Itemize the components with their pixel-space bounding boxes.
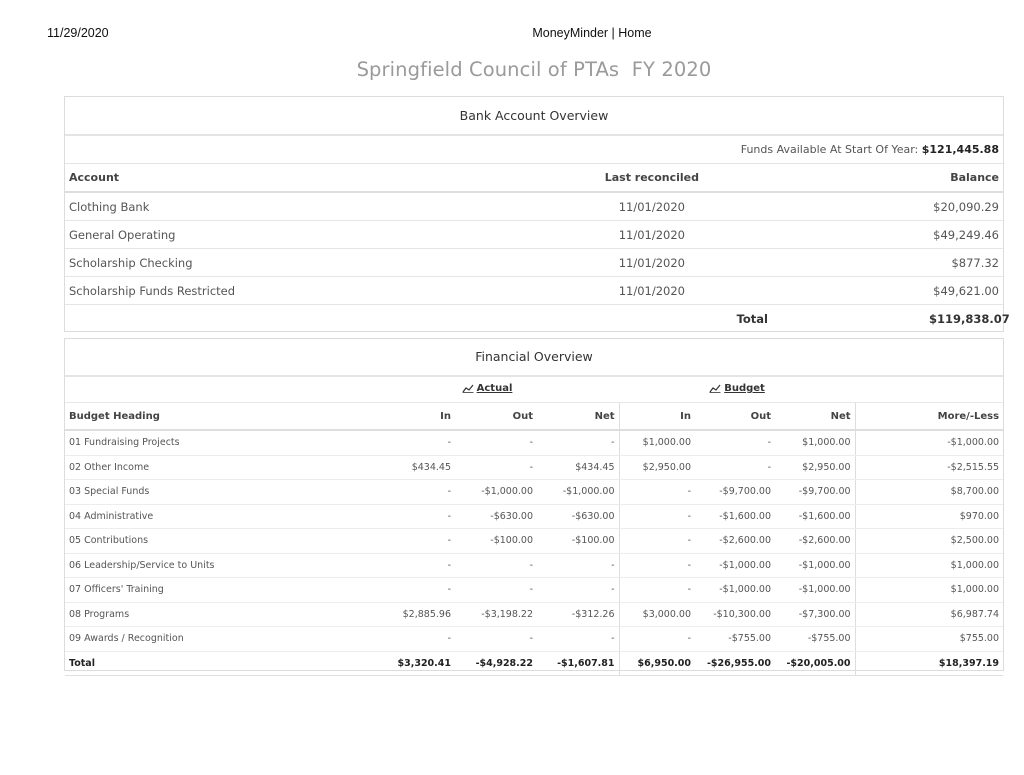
account-name: Clothing Bank (65, 192, 535, 221)
account-balance: $49,621.00 (925, 277, 1003, 305)
more-less-cell: $1,000.00 (855, 553, 1003, 578)
col-actual-net[interactable]: Net (537, 403, 619, 431)
actual-out-cell: -$3,198.22 (455, 602, 537, 627)
budget-out-cell: -$1,000.00 (695, 553, 775, 578)
actual-in-cell: - (355, 430, 455, 455)
actual-link[interactable] (462, 383, 513, 394)
budget-net-cell: $2,950.00 (775, 455, 855, 480)
more-less-cell: $6,987.74 (855, 602, 1003, 627)
budget-in-cell: $6,950.00 (619, 651, 695, 676)
last-reconciled-date: 11/01/2020 (535, 192, 925, 221)
budget-out-cell: -$9,700.00 (695, 480, 775, 505)
col-last-reconciled[interactable]: Last reconciled (535, 164, 925, 192)
budget-in-cell: $1,000.00 (619, 430, 695, 455)
actual-out-cell: - (455, 430, 537, 455)
table-row (65, 480, 1003, 505)
budget-in-cell: - (619, 578, 695, 603)
bank-total-value: $119,838.07 (929, 312, 1010, 326)
budget-net-cell: -$1,000.00 (775, 578, 855, 603)
budget-net-cell: -$7,300.00 (775, 602, 855, 627)
more-less-cell: -$1,000.00 (855, 430, 1003, 455)
actual-net-cell: - (537, 578, 619, 603)
col-more-less[interactable]: More/-Less (855, 403, 1003, 431)
table-row[interactable] (65, 221, 1003, 249)
actual-in-cell: - (355, 504, 455, 529)
col-account[interactable]: Account (65, 164, 535, 192)
budget-link[interactable] (709, 383, 765, 394)
budget-heading-cell: 07 Officers' Training (65, 578, 355, 603)
actual-out-cell: - (455, 553, 537, 578)
last-reconciled-date: 11/01/2020 (535, 277, 925, 305)
bank-panel-heading: Bank Account Overview (65, 97, 1003, 136)
actual-in-cell: $2,885.96 (355, 602, 455, 627)
actual-in-cell: - (355, 480, 455, 505)
more-less-cell: $8,700.00 (855, 480, 1003, 505)
table-row[interactable] (65, 277, 1003, 305)
col-budget-in[interactable]: In (619, 403, 695, 431)
actual-in-cell: - (355, 627, 455, 652)
budget-heading-cell: 01 Fundraising Projects (65, 430, 355, 455)
bank-table-header (65, 164, 1003, 192)
budget-out-cell: -$1,000.00 (695, 578, 775, 603)
table-row (65, 602, 1003, 627)
account-name: Scholarship Checking (65, 249, 535, 277)
table-row (65, 553, 1003, 578)
budget-in-cell: - (619, 627, 695, 652)
page-title: Springfield Council of PTAs FY 2020 (356, 58, 712, 81)
budget-out-cell: -$10,300.00 (695, 602, 775, 627)
budget-out-cell: - (695, 430, 775, 455)
actual-label: Actual (476, 383, 513, 394)
col-actual-in[interactable]: In (355, 403, 455, 431)
budget-out-cell: -$1,600.00 (695, 504, 775, 529)
table-row (65, 578, 1003, 603)
more-less-cell: $755.00 (855, 627, 1003, 652)
budget-heading-cell: 09 Awards / Recognition (65, 627, 355, 652)
group-header-row (65, 377, 1003, 403)
budget-heading-cell: 05 Contributions (65, 529, 355, 554)
actual-out-cell: -$100.00 (455, 529, 537, 554)
print-date: 11/29/2020 (47, 26, 109, 40)
budget-net-cell: $1,000.00 (775, 430, 855, 455)
budget-net-cell: -$20,005.00 (775, 651, 855, 676)
actual-in-cell: - (355, 578, 455, 603)
budget-net-cell: -$1,000.00 (775, 553, 855, 578)
print-header (0, 26, 1024, 42)
table-row[interactable] (65, 192, 1003, 221)
actual-out-cell: -$630.00 (455, 504, 537, 529)
budget-net-cell: -$9,700.00 (775, 480, 855, 505)
chart-line-icon (709, 384, 721, 393)
budget-label: Budget (724, 383, 765, 394)
budget-out-cell: -$2,600.00 (695, 529, 775, 554)
bank-account-overview-panel (64, 96, 1010, 332)
actual-in-cell: $3,320.41 (355, 651, 455, 676)
actual-net-cell: - (537, 430, 619, 455)
budget-in-cell: - (619, 553, 695, 578)
budget-in-cell: - (619, 529, 695, 554)
chart-line-icon (462, 384, 474, 393)
col-budget-heading[interactable]: Budget Heading (65, 403, 355, 431)
budget-heading-cell: 03 Special Funds (65, 480, 355, 505)
more-less-cell: $1,000.00 (855, 578, 1003, 603)
more-less-cell: -$2,515.55 (855, 455, 1003, 480)
actual-net-cell: -$1,000.00 (537, 480, 619, 505)
actual-net-cell: -$100.00 (537, 529, 619, 554)
col-budget-out[interactable]: Out (695, 403, 775, 431)
account-balance: $877.32 (925, 249, 1003, 277)
actual-net-cell: -$630.00 (537, 504, 619, 529)
account-balance: $49,249.46 (925, 221, 1003, 249)
table-row[interactable] (65, 249, 1003, 277)
account-balance: $20,090.29 (925, 192, 1003, 221)
account-name: General Operating (65, 221, 535, 249)
actual-net-cell: $434.45 (537, 455, 619, 480)
budget-in-cell: $2,950.00 (619, 455, 695, 480)
funds-available-value: $121,445.88 (921, 143, 999, 156)
actual-out-cell: -$1,000.00 (455, 480, 537, 505)
budget-in-cell: $3,000.00 (619, 602, 695, 627)
more-less-cell: $18,397.19 (855, 651, 1003, 676)
budget-net-cell: -$1,600.00 (775, 504, 855, 529)
actual-in-cell: - (355, 529, 455, 554)
table-row (65, 627, 1003, 652)
budget-net-cell: -$2,600.00 (775, 529, 855, 554)
financial-panel-heading: Financial Overview (65, 339, 1003, 377)
budget-heading-cell: 04 Administrative (65, 504, 355, 529)
actual-out-cell: - (455, 627, 537, 652)
financial-overview-table (65, 377, 1003, 676)
col-balance[interactable]: Balance (925, 164, 1003, 192)
budget-heading-cell: Total (65, 651, 355, 676)
budget-in-cell: - (619, 504, 695, 529)
budget-heading-cell: 02 Other Income (65, 455, 355, 480)
actual-net-cell: -$312.26 (537, 602, 619, 627)
budget-in-cell: - (619, 480, 695, 505)
budget-group-header (619, 377, 855, 403)
col-actual-out[interactable]: Out (455, 403, 537, 431)
financial-overview-panel (64, 338, 1004, 671)
bank-total-label: Total (736, 312, 768, 326)
col-budget-net[interactable]: Net (775, 403, 855, 431)
actual-group-header (355, 377, 619, 403)
more-less-cell: $970.00 (855, 504, 1003, 529)
budget-heading-cell: 06 Leadership/Service to Units (65, 553, 355, 578)
last-reconciled-date: 11/01/2020 (535, 221, 925, 249)
actual-in-cell: - (355, 553, 455, 578)
bank-accounts-table (65, 164, 1010, 333)
actual-out-cell: - (455, 455, 537, 480)
table-row (65, 504, 1003, 529)
actual-in-cell: $434.45 (355, 455, 455, 480)
funds-available-label: Funds Available At Start Of Year: (740, 143, 919, 156)
table-row (65, 529, 1003, 554)
budget-net-cell: -$755.00 (775, 627, 855, 652)
bank-total-row (65, 305, 1003, 334)
budget-out-cell: -$26,955.00 (695, 651, 775, 676)
total-row (65, 651, 1003, 676)
table-row (65, 430, 1003, 455)
table-row (65, 455, 1003, 480)
print-page-title: MoneyMinder | Home (532, 26, 652, 40)
budget-out-cell: - (695, 455, 775, 480)
actual-out-cell: -$4,928.22 (455, 651, 537, 676)
actual-net-cell: -$1,607.81 (537, 651, 619, 676)
budget-heading-cell: 08 Programs (65, 602, 355, 627)
actual-net-cell: - (537, 553, 619, 578)
budget-out-cell: -$755.00 (695, 627, 775, 652)
column-header-row (65, 403, 1003, 431)
account-name: Scholarship Funds Restricted (65, 277, 535, 305)
funds-available (65, 136, 1003, 164)
more-less-cell: $2,500.00 (855, 529, 1003, 554)
actual-out-cell: - (455, 578, 537, 603)
last-reconciled-date: 11/01/2020 (535, 249, 925, 277)
actual-net-cell: - (537, 627, 619, 652)
